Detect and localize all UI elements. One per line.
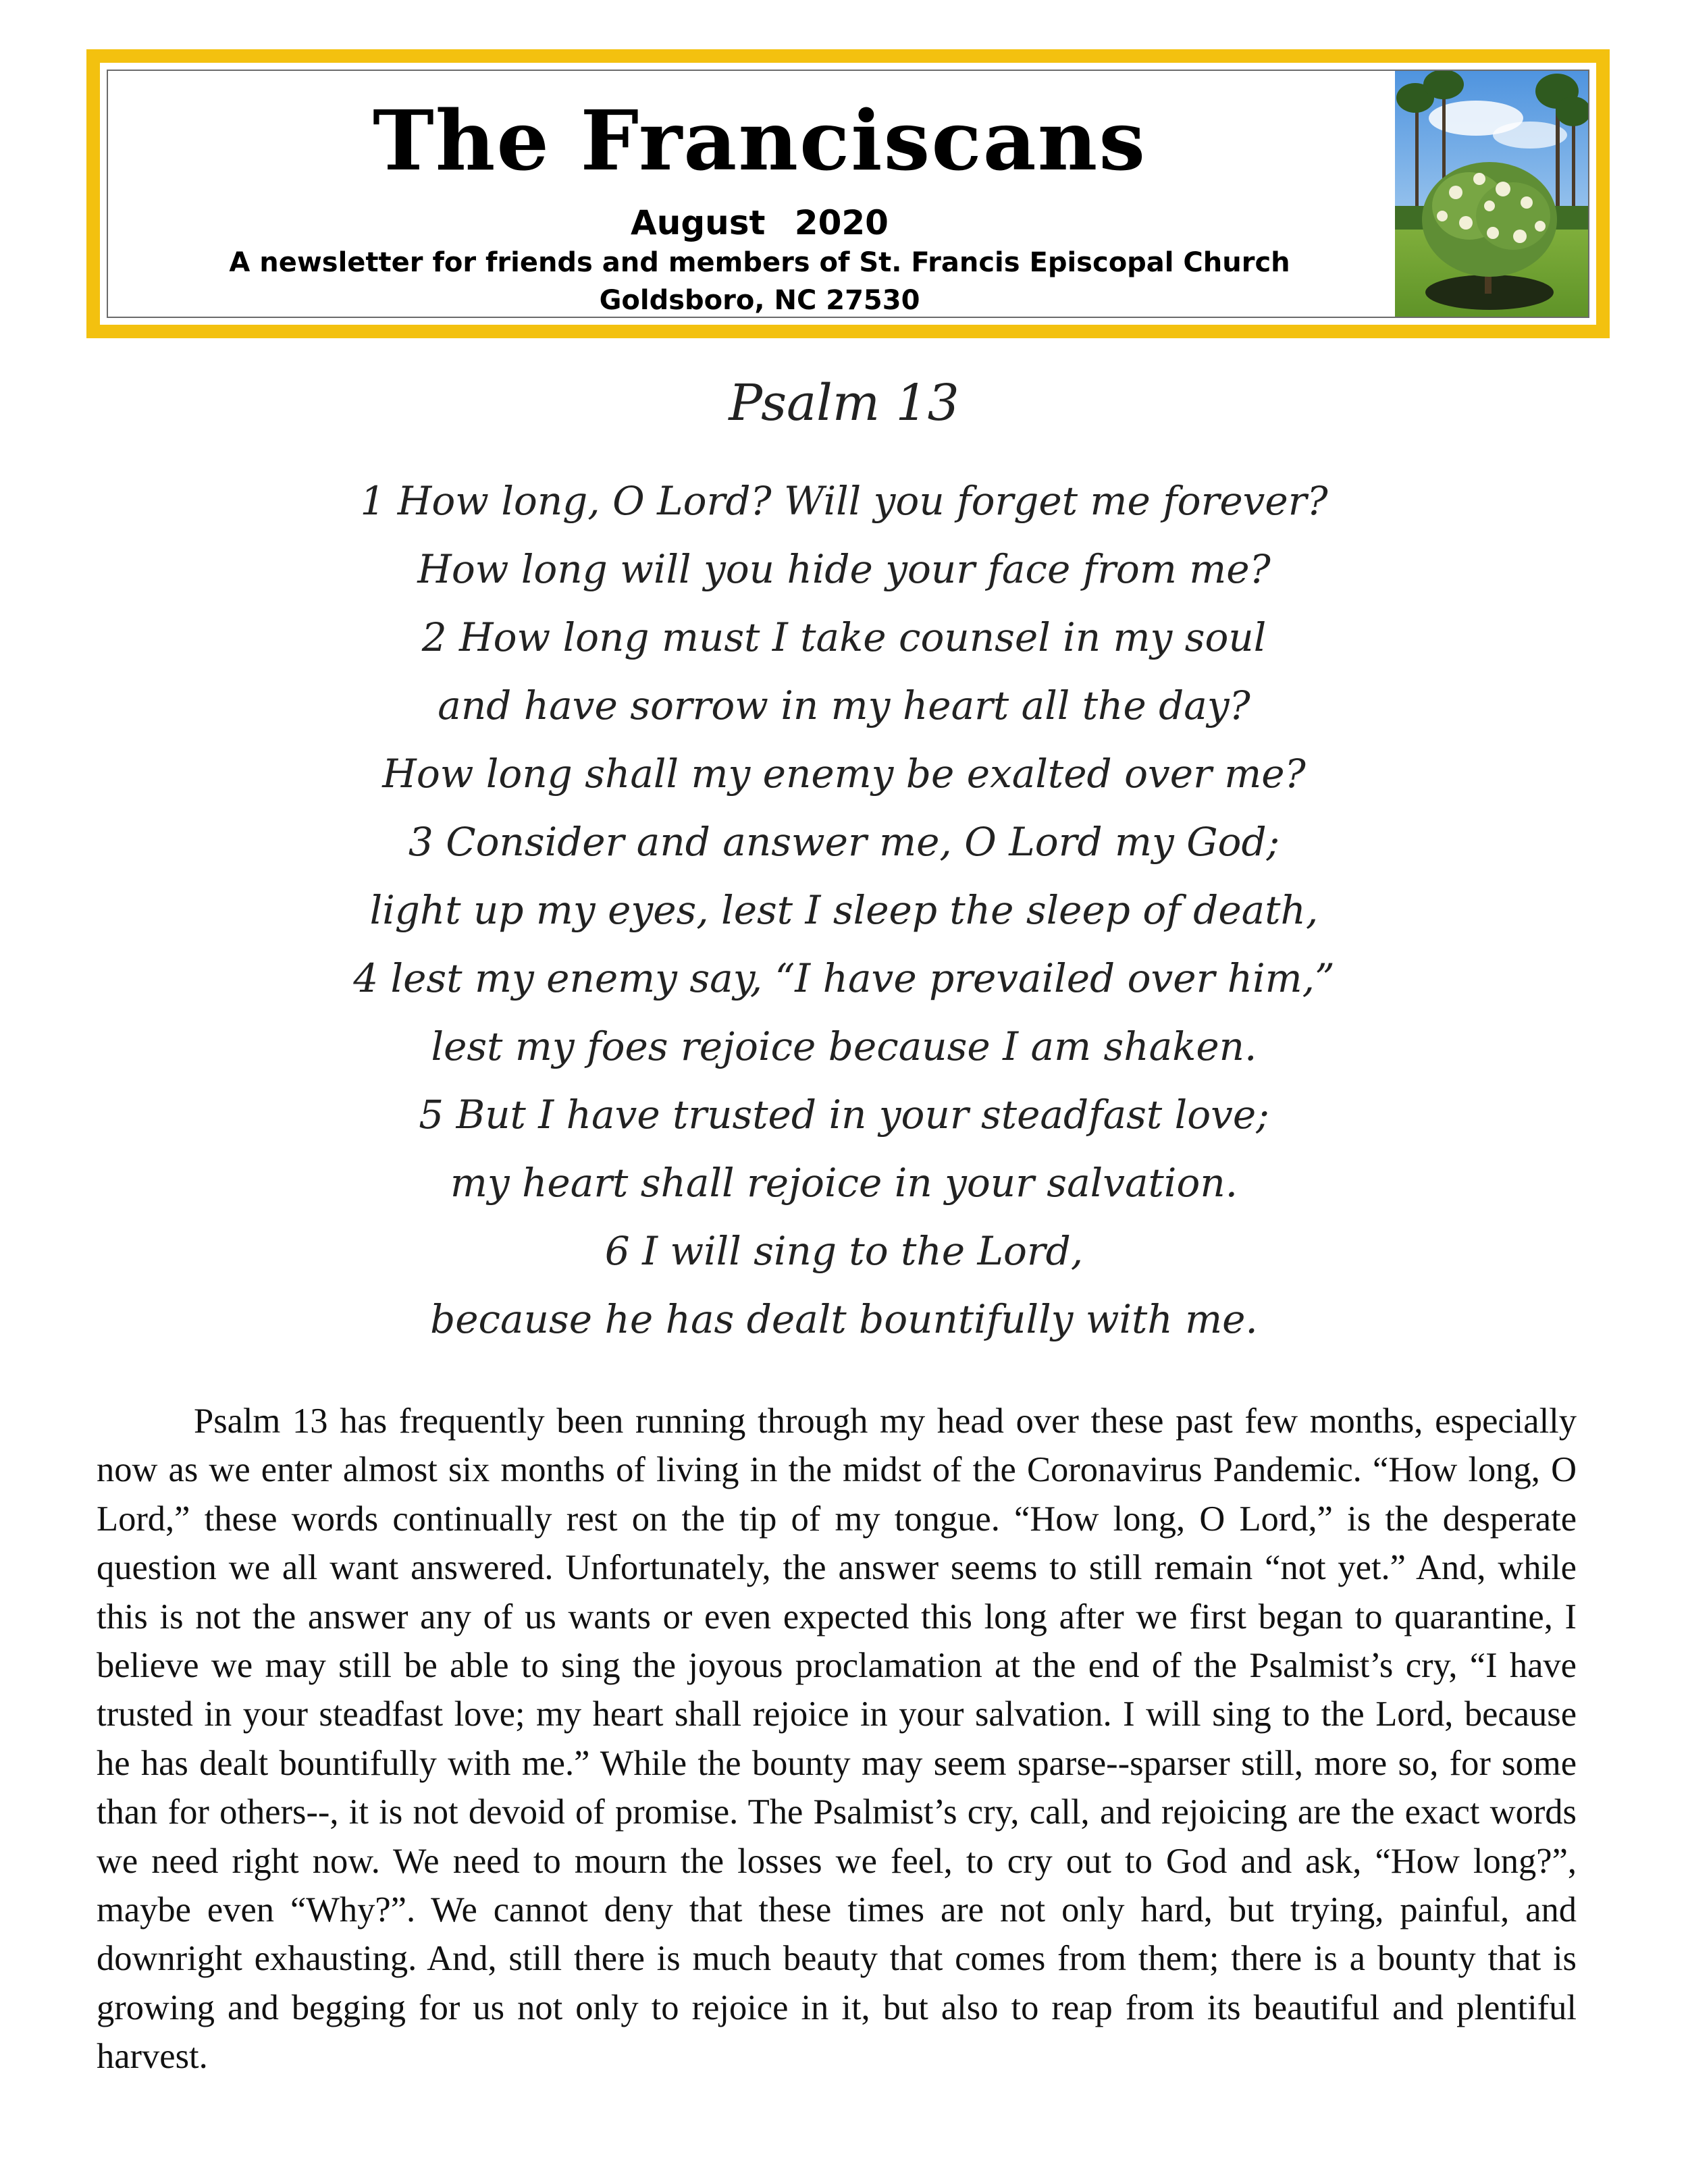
church-location: Goldsboro, NC 27530	[599, 285, 920, 316]
psalm-line: lest my foes rejoice because I am shaken.	[431, 1023, 1257, 1069]
newsletter-tagline: A newsletter for friends and members of St. Francis Episcopal Church	[229, 247, 1290, 278]
masthead-text-block	[108, 71, 1411, 317]
psalm-line: 2 How long must I take counsel in my soul	[421, 614, 1267, 660]
psalm-line: 1 How long, O Lord? Will you forget me forever?	[360, 478, 1328, 524]
issue-date: August 2020	[631, 203, 889, 242]
psalm-line: because he has dealt bountifully with me.	[430, 1296, 1258, 1342]
psalm-heading: Psalm 13	[729, 374, 959, 432]
masthead-inner-frame	[107, 70, 1589, 318]
reflection-paragraph: Psalm 13 has frequently been running through my head over these past few months, especially now as we enter almost six months of living in the midst of the Coronavirus Pandemic. “How long, O Lord,” these words continually rest on the tip of my tongue. “How long, O Lord,” is the desperate question we all want answered. Unfortunately, the answer seems to still remain “not yet.” And, while this is not the answer any of us wants or even expected this long after we first began to quarantine, I believe we may still be able to sing the joyous proclamation at the end of the Psalmist’s cry, “I have trusted in your steadfast love; my heart shall rejoice in your salvation. I will sing to the Lord, because he has dealt bountifully with me.” While the bounty may seem sparse--sparser still, more so, for some than for others--, it is not devoid of promise. The Psalmist’s cry, call, and rejoicing are the exact words we need right now. We need to mourn the losses we feel, to cry out to God and ask, “How long?”, maybe even “Why?”. We cannot deny that these times are not only hard, but trying, painful, and downright exhausting. And, still there is much beauty that comes from them; there is a bounty that is growing and begging for us not only to rejoice in it, but also to reap from its beautiful and plentiful harvest.	[97, 1402, 1577, 2077]
psalm-line: How long will you hide your face from me?	[417, 546, 1271, 592]
psalm-line: How long shall my enemy be exalted over me?	[382, 751, 1306, 797]
psalm-line: 3 Consider and answer me, O Lord my God;	[408, 819, 1280, 865]
newsletter-title: The Franciscans	[372, 92, 1147, 189]
psalm-line: light up my eyes, lest I sleep the sleep of death,	[369, 887, 1319, 933]
psalm-verse-list	[0, 467, 1688, 1354]
masthead-banner	[86, 49, 1610, 338]
psalm-line: 6 I will sing to the Lord,	[604, 1228, 1084, 1274]
flowering-tree-photo	[1395, 71, 1588, 317]
psalm-line: 4 lest my enemy say, “I have prevailed over him,”	[353, 955, 1335, 1001]
psalm-line: and have sorrow in my heart all the day?	[438, 683, 1250, 728]
psalm-line: my heart shall rejoice in your salvation.	[450, 1160, 1238, 1206]
psalm-line: 5 But I have trusted in your steadfast love;	[419, 1092, 1269, 1138]
